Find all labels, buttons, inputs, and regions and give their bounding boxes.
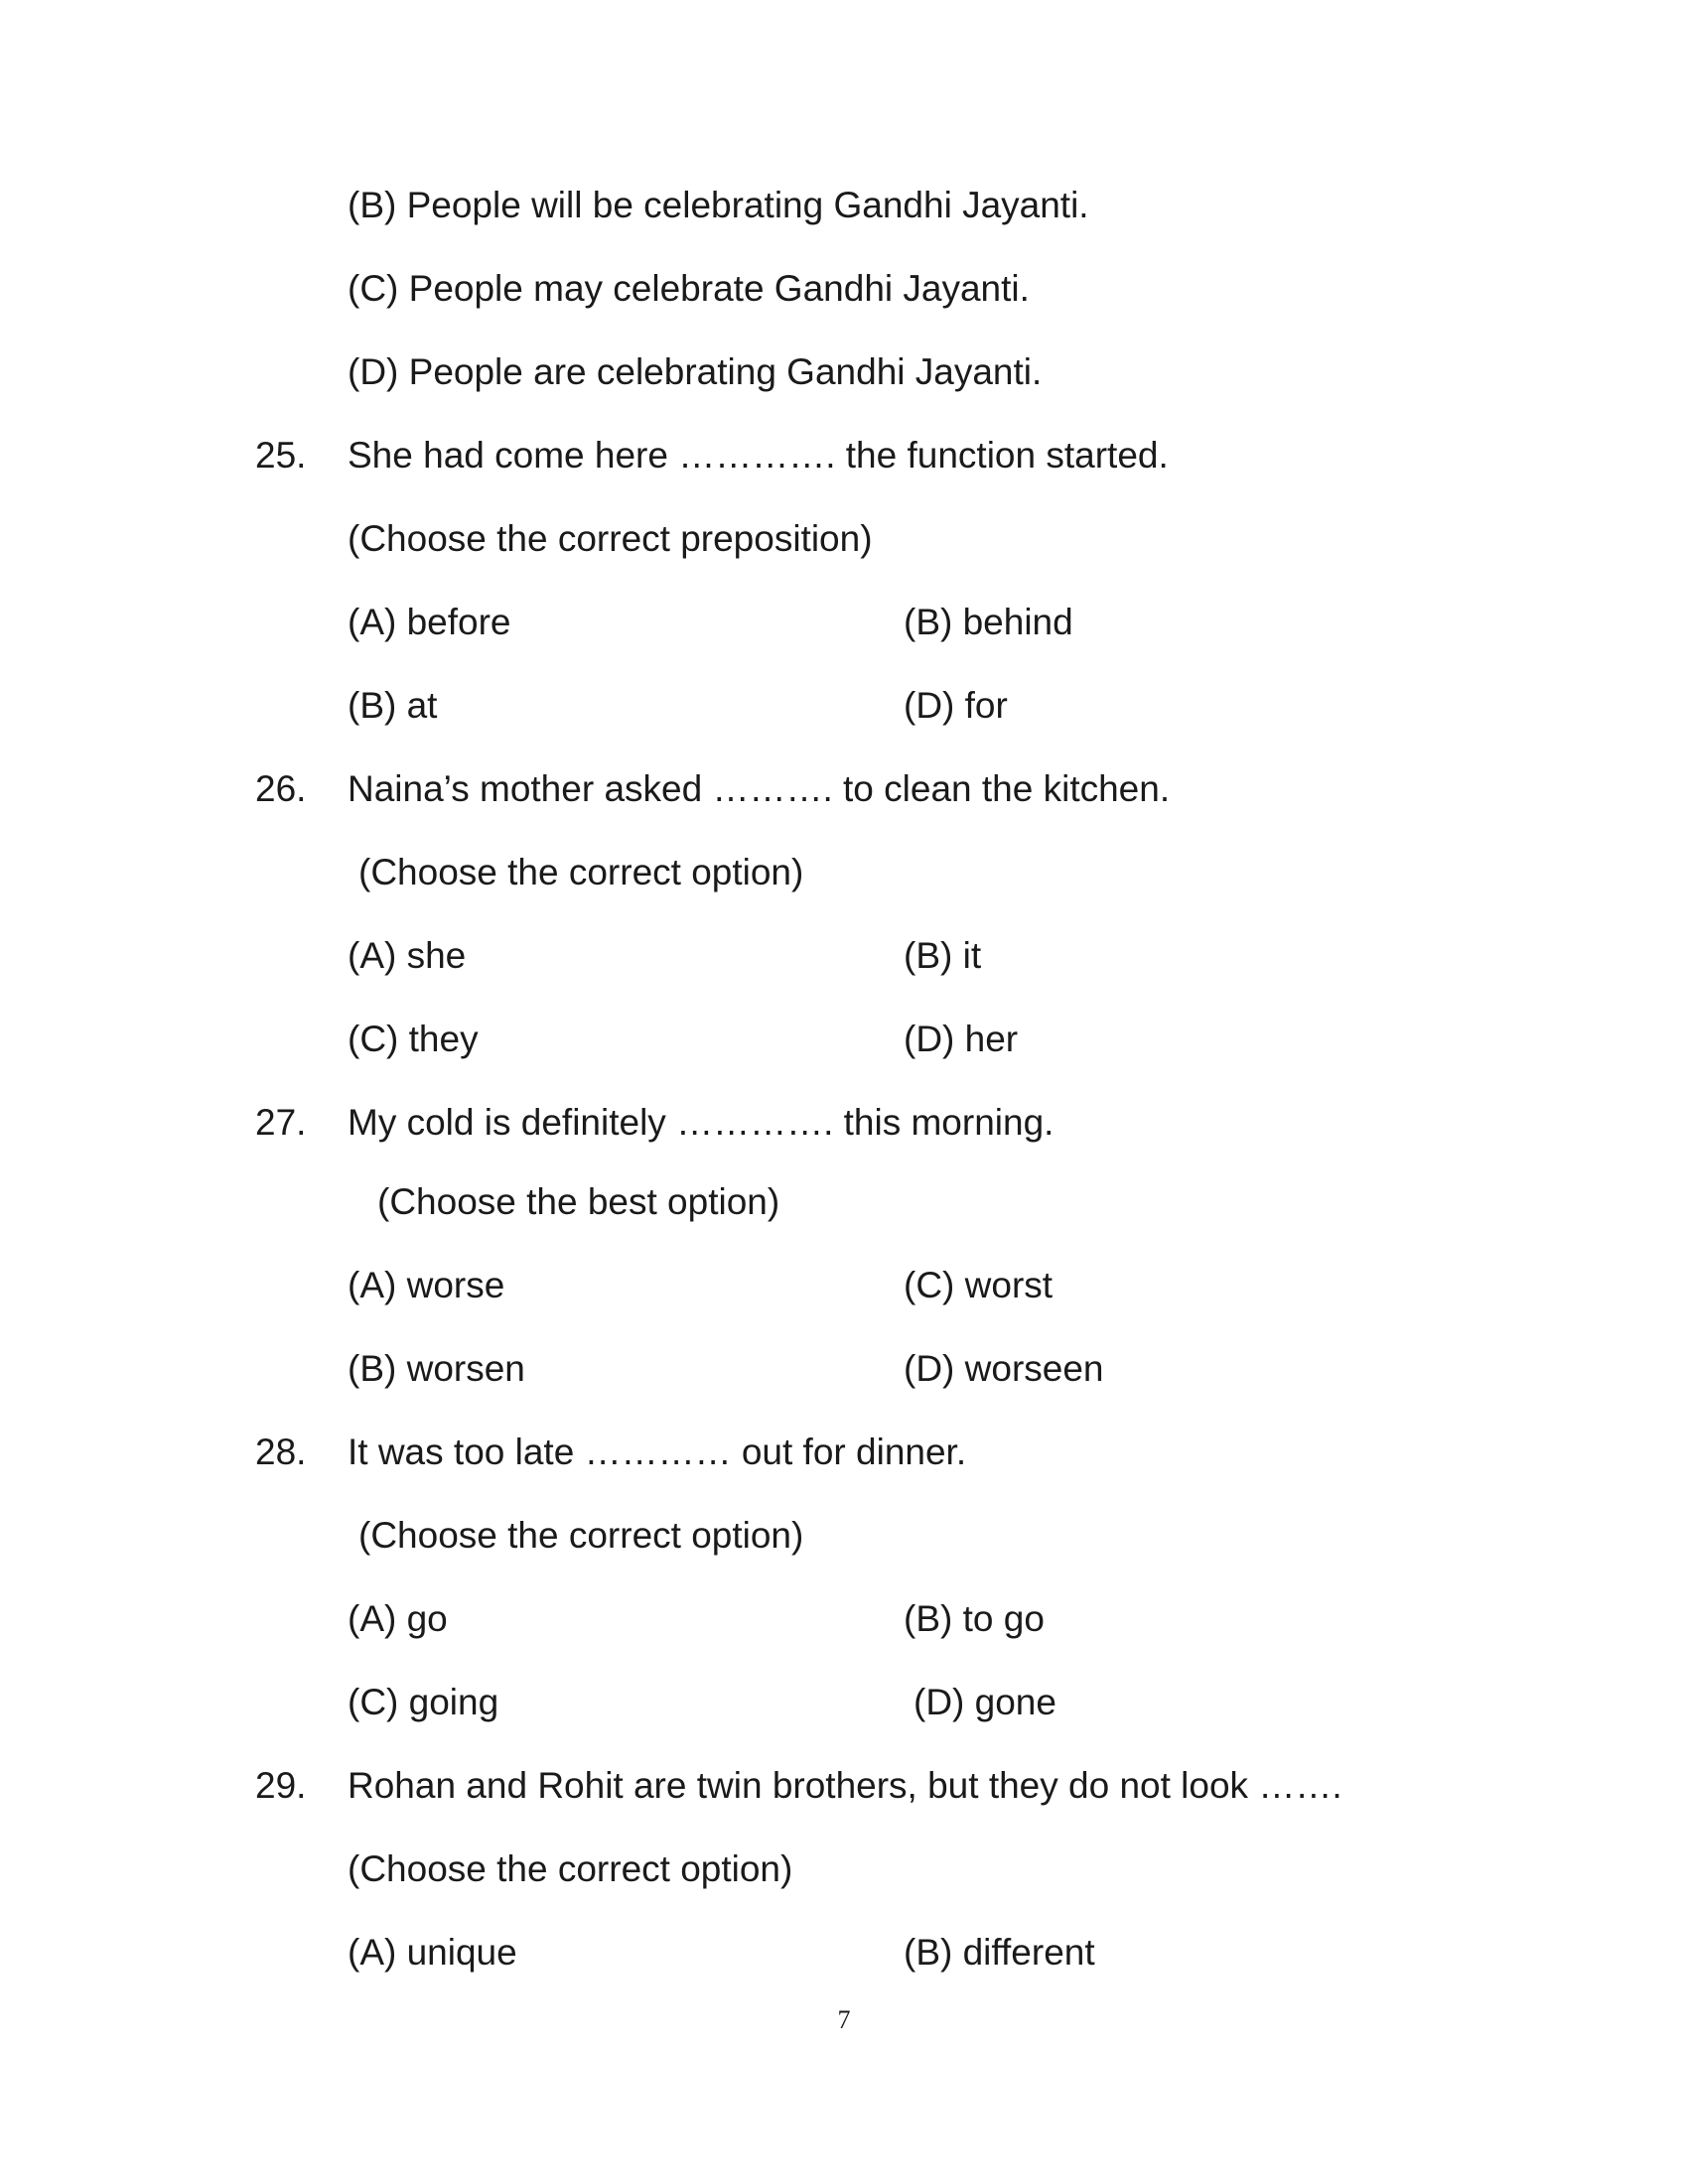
question-25-option-d: (D) for xyxy=(904,685,1008,726)
question-27-option-b: (B) worsen xyxy=(348,1348,525,1389)
question-28-instruction: (Choose the correct option) xyxy=(358,1515,804,1556)
question-26-option-c: (C) they xyxy=(348,1019,479,1059)
question-25-option-b: (B) behind xyxy=(904,602,1073,642)
question-28-option-c: (C) going xyxy=(348,1682,499,1722)
question-25-instruction: (Choose the correct preposition) xyxy=(348,518,873,559)
question-26-option-b: (B) it xyxy=(904,935,982,976)
question-27-instruction: (Choose the best option) xyxy=(377,1181,780,1222)
question-25-option-a: (A) before xyxy=(348,602,511,642)
question-29-instruction: (Choose the correct option) xyxy=(348,1848,793,1889)
prev-question-option-c: (C) People may celebrate Gandhi Jayanti. xyxy=(348,268,1030,309)
prev-question-option-d: (D) People are celebrating Gandhi Jayanti. xyxy=(348,351,1043,392)
question-27-text: My cold is definitely …………. this morning. xyxy=(348,1102,1055,1143)
page-number: 7 xyxy=(837,2005,851,2034)
question-26-option-d: (D) her xyxy=(904,1019,1019,1059)
question-26-number: 26. xyxy=(255,768,307,809)
question-25-text: She had come here …………. the function started. xyxy=(348,435,1169,476)
question-27-option-a: (A) worse xyxy=(348,1265,505,1305)
question-25-number: 25. xyxy=(255,435,307,476)
question-26-instruction: (Choose the correct option) xyxy=(358,852,804,892)
question-25-option-c: (B) at xyxy=(348,685,438,726)
question-29-text: Rohan and Rohit are twin brothers, but they do not look ……. xyxy=(348,1765,1342,1806)
prev-question-option-b: (B) People will be celebrating Gandhi Jayanti. xyxy=(348,185,1089,225)
question-27-option-d: (D) worseen xyxy=(904,1348,1104,1389)
question-26-text: Naina’s mother asked ………. to clean the kitchen. xyxy=(348,768,1171,809)
question-28-number: 28. xyxy=(255,1432,307,1472)
question-28-option-a: (A) go xyxy=(348,1598,448,1639)
question-26-option-a: (A) she xyxy=(348,935,467,976)
question-27-option-c: (C) worst xyxy=(904,1265,1054,1305)
question-28-text: It was too late ………… out for dinner. xyxy=(348,1432,967,1472)
question-28-option-b: (B) to go xyxy=(904,1598,1045,1639)
question-27-number: 27. xyxy=(255,1102,307,1143)
question-29-option-a: (A) unique xyxy=(348,1932,517,1973)
question-29-option-b: (B) different xyxy=(904,1932,1095,1973)
question-28-option-d: (D) gone xyxy=(914,1682,1056,1722)
question-29-number: 29. xyxy=(255,1765,307,1806)
